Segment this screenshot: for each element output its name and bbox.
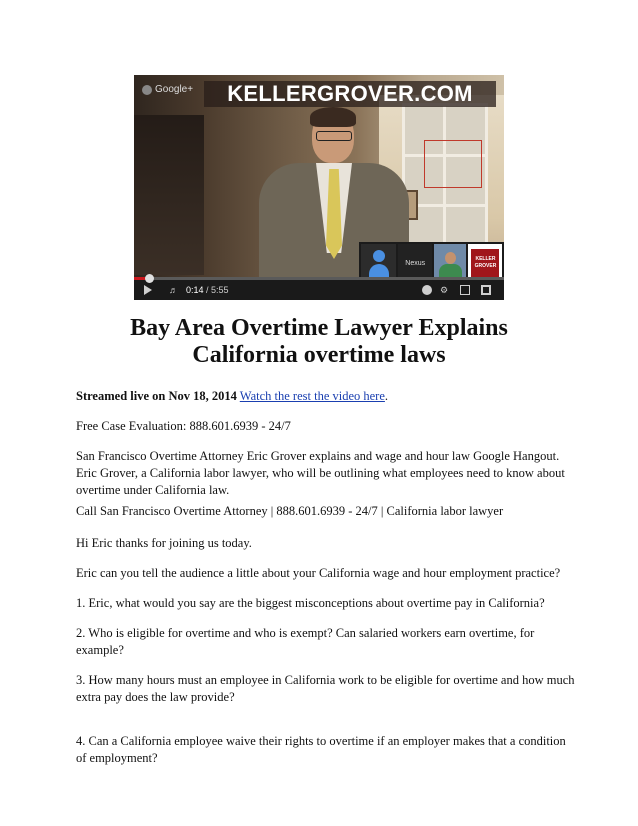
question-1: 1. Eric, what would you say are the biggest misconceptions about overtime pay in California? (76, 596, 545, 610)
page-title (0, 315, 638, 369)
title-line-2: California overtime laws (192, 342, 446, 368)
play-icon[interactable] (144, 285, 152, 295)
question-3: 3. How many hours must an employee in California work to be eligible for overtime and how much extra pay does the law provide? (76, 673, 575, 704)
captions-icon[interactable] (422, 285, 432, 295)
screen-icon[interactable] (460, 285, 470, 295)
call-line: Call San Francisco Overtime Attorney | 888.601.6939 - 24/7 | California labor lawyer (76, 504, 504, 518)
question-4: 4. Can a California employee waive their rights to overtime if an employer makes that a condition of employment? (76, 734, 566, 765)
greeting-line: Hi Eric thanks for joining us today. (76, 536, 252, 550)
video-player[interactable] (134, 75, 504, 300)
progress-handle[interactable] (145, 274, 154, 283)
question-2: 2. Who is eligible for overtime and who is exempt? Can salaried workers earn overtime, for example? (76, 626, 535, 657)
settings-gear-icon[interactable]: ⚙ (440, 285, 449, 295)
bookshelf (134, 115, 204, 275)
google-plus-label: Google+ (155, 84, 194, 95)
streamed-line: Streamed live on Nov 18, 2014 Watch the rest the video here. (76, 389, 389, 403)
volume-icon[interactable]: ♬ (169, 285, 178, 295)
time-display: 0:14 / 5:55 (186, 285, 229, 295)
brand-banner: KELLERGROVER.COM (204, 81, 496, 107)
hangouts-icon (142, 85, 152, 95)
watch-video-link[interactable]: Watch the rest the video here (239, 389, 385, 403)
fullscreen-icon[interactable] (481, 285, 491, 295)
kellergrover-logo: KELLER GROVER (471, 249, 499, 277)
red-highlight-box (424, 140, 482, 188)
google-plus-badge (142, 84, 193, 95)
streamed-label: Streamed live on Nov 18, 2014 (76, 389, 237, 403)
intro-paragraph: San Francisco Overtime Attorney Eric Grover explains and wage and hour law Google Hangout. Eric Grover, a California labor lawyer, who will be outlining what employees need to know about overtime under California law. (76, 449, 565, 497)
progress-bar[interactable] (134, 277, 504, 280)
question-intro: Eric can you tell the audience a little about your California wage and hour employment practice? (76, 566, 561, 580)
title-line-1: Bay Area Overtime Lawyer Explains (130, 315, 508, 341)
participant-name: Nexus (405, 259, 426, 267)
free-case-evaluation: Free Case Evaluation: 888.601.6939 - 24/7 (76, 419, 291, 433)
user-avatar-icon (373, 250, 385, 262)
video-controls (134, 280, 504, 300)
